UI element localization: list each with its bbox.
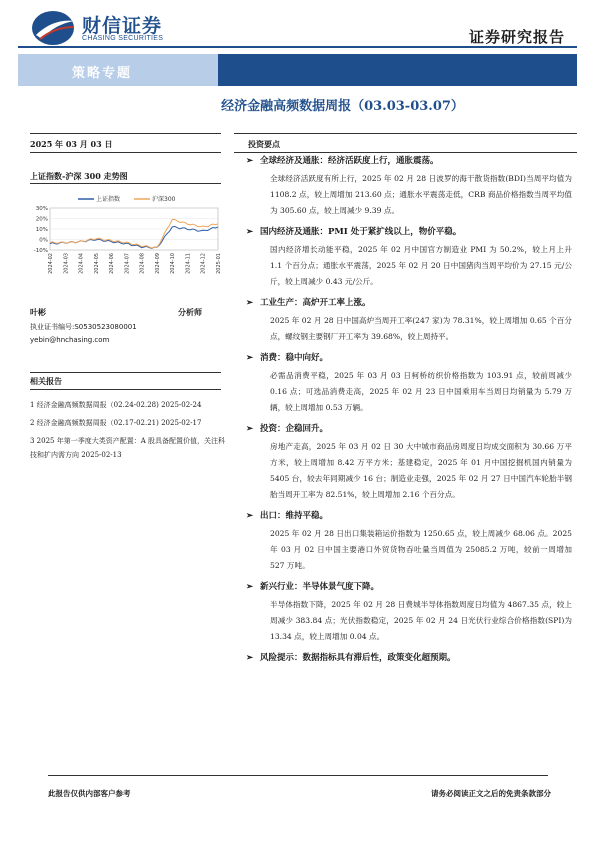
divider — [30, 183, 221, 184]
y-tick-label: 10% — [35, 227, 48, 233]
related-report-item[interactable]: 2 经济金融高频数据周报（02.17-02.21) 2025-02-17 — [30, 419, 202, 427]
x-tick-label: 2024-03 — [63, 253, 70, 274]
analyst-name: 叶彬 — [30, 307, 46, 317]
key-point-section — [246, 578, 572, 645]
divider — [30, 152, 221, 153]
legend-label: 沪深300 — [152, 196, 176, 203]
related-reports-list — [30, 398, 230, 466]
section-heading: 风险提示：数据指标具有滞后性，政策变化超预期。 — [260, 653, 456, 663]
x-tick-label: 2024-09 — [154, 253, 161, 274]
key-points-content — [246, 152, 572, 668]
arrow-bullet-icon: ➢ — [246, 227, 254, 237]
related-reports-title: 相关报告 — [30, 376, 62, 386]
section-body: 半导体指数下降，2025 年 02 月 28 日费城半导体指数周度日均值为 4867.35 点，较上周减少 383.84 点；光伏指数稳定，2025 年 02 月 24 日光伏行业综合价格指数(SPI)为 13.34 点，较上周增加 0.04 点。 — [270, 600, 572, 641]
divider — [30, 389, 221, 390]
divider — [30, 133, 221, 134]
section-heading: 国内经济及通胀：PMI 处于紧扩线以上，物价平稳。 — [260, 227, 462, 237]
x-tick-label: 2024-07 — [124, 253, 131, 274]
analyst-role: 分析师 — [178, 307, 202, 317]
footer-notice: 请务必阅读正文之后的免责条款部分 — [431, 789, 551, 798]
divider — [30, 372, 221, 373]
y-tick-label: 0% — [39, 237, 48, 244]
section-heading: 消费：稳中向好。 — [260, 353, 329, 363]
key-points-title: 投资要点 — [248, 139, 280, 149]
analyst-cert: 执业证书编号:S0530523080001 — [30, 323, 137, 331]
series-line — [50, 219, 218, 248]
y-tick-label: 20% — [35, 216, 48, 223]
arrow-bullet-icon: ➢ — [246, 353, 254, 363]
related-report-item[interactable]: 3 2025 年第一季度大类资产配置：A 股具备配置价值，关注科技和扩内需方向 2025-02-13 — [30, 437, 225, 459]
key-point-section — [246, 649, 572, 668]
section-body: 全球经济活跃度有所上行，2025 年 02 月 28 日波罗的海干散货指数(BDI)当周平均值为 1108.2 点，较上周增加 213.60 点；通胀水平震荡走低，CRB 商品价格指数当周平均值为 305.60 点，较上周减少 9.39 点。 — [270, 174, 572, 215]
arrow-bullet-icon: ➢ — [246, 653, 254, 663]
key-point-section — [246, 507, 572, 574]
divider — [234, 133, 577, 134]
x-tick-label: 2024-02 — [48, 253, 54, 274]
legend-label: 上证指数 — [96, 196, 121, 203]
arrow-bullet-icon: ➢ — [246, 511, 254, 521]
section-body: 房地产走高，2025 年 03 月 02 日 30 大中城市商品房周度日均成交面积为 30.66 万平方米，较上周增加 8.42 万平方米；基建稳定，2025 年 01 月中国挖掘机国内销量为 5405 台，较去年同期减少 16 台；制造业走强，2025 年 02 月 27 日中国汽车轮胎半钢胎当周开工率为 82.51%，较上周增加 2.16 个百分点。 — [270, 442, 572, 499]
company-logo-icon — [30, 9, 76, 47]
report-title: 经济金融高频数据周报（03.03-03.07） — [221, 99, 464, 114]
report-type-label: 证券研究报告 — [468, 28, 565, 46]
section-body: 国内经济增长动能平稳，2025 年 02 月中国官方制造业 PMI 为 50.2%，较上月上升 1.1 个百分点；通胀水平震荡，2025 年 02 月 20 日中国猪肉当周平均价为 27.15 元/公斤，较上周减少 0.43 元/公斤。 — [270, 245, 572, 286]
y-tick-label: -10% — [33, 248, 48, 254]
related-report-item[interactable]: 1 经济金融高频数据周报（02.24-02.28) 2025-02-24 — [30, 401, 202, 409]
key-point-section — [246, 223, 572, 290]
key-point-section — [246, 420, 572, 503]
report-date: 2025 年 03 月 03 日 — [30, 139, 113, 149]
section-heading: 出口：维持平稳。 — [260, 511, 329, 521]
section-body: 必需品消费平稳，2025 年 03 月 03 日柯桥纺织价格指数为 103.91 点，较前周减少 0.16 点；可选品消费走高，2025 年 02 月 23 日中国乘用车当周日均销量为 5.79 万辆，较上周增加 0.53 万辆。 — [270, 371, 572, 412]
banner-right — [218, 54, 577, 86]
x-tick-label: 2024-05 — [93, 253, 100, 274]
brand-name-cn: 财信证券 — [82, 15, 163, 37]
key-point-section — [246, 349, 572, 416]
arrow-bullet-icon: ➢ — [246, 582, 254, 592]
chart-title: 上证指数-沪深 300 走势图 — [30, 171, 128, 181]
x-tick-label: 2024-04 — [78, 253, 85, 274]
x-tick-label: 2024-12 — [200, 253, 207, 274]
brand-name-en: CHASING SECURITIES — [82, 35, 164, 42]
arrow-bullet-icon: ➢ — [246, 298, 254, 308]
x-tick-label: 2024-08 — [139, 253, 146, 274]
x-tick-label: 2024-11 — [185, 253, 192, 274]
x-tick-label: 2024-06 — [109, 253, 116, 274]
section-body: 2025 年 02 月 28 日中国高炉当周开工率(247 家)为 78.31%，较上周增加 0.65 个百分点，螺纹钢主要钢厂开工率为 39.68%，较上周持平。 — [270, 316, 572, 341]
arrow-bullet-icon: ➢ — [246, 424, 254, 434]
section-heading: 全球经济及通胀：经济活跃度上行，通胀震荡。 — [260, 156, 439, 166]
arrow-bullet-icon: ➢ — [246, 156, 254, 166]
section-heading: 投资：企稳回升。 — [260, 424, 329, 434]
analyst-email[interactable]: yebin@hnchasing.com — [30, 336, 110, 344]
key-point-section — [246, 294, 572, 345]
footer-divider — [48, 775, 548, 776]
footer-disclaimer: 此报告仅供内部客户参考 — [48, 789, 131, 798]
section-body: 2025 年 02 月 28 日出口集装箱运价指数为 1250.65 点，较上周减少 68.06 点。2025 年 03 月 02 日中国主要港口外贸货物吞吐量当周值为 25085.2 万吨，较前一周增加 527 万吨。 — [270, 529, 572, 570]
banner-category: 策略专题 — [72, 66, 133, 81]
x-tick-label: 2024-10 — [170, 253, 177, 274]
section-heading: 新兴行业：半导体景气度下降。 — [260, 582, 380, 592]
index-trend-chart — [28, 190, 222, 290]
x-tick-label: 2025-01 — [216, 253, 222, 274]
header-divider — [18, 46, 577, 48]
section-heading: 工业生产：高炉开工率上涨。 — [260, 298, 371, 308]
y-tick-label: 30% — [35, 206, 48, 212]
key-point-section — [246, 152, 572, 219]
